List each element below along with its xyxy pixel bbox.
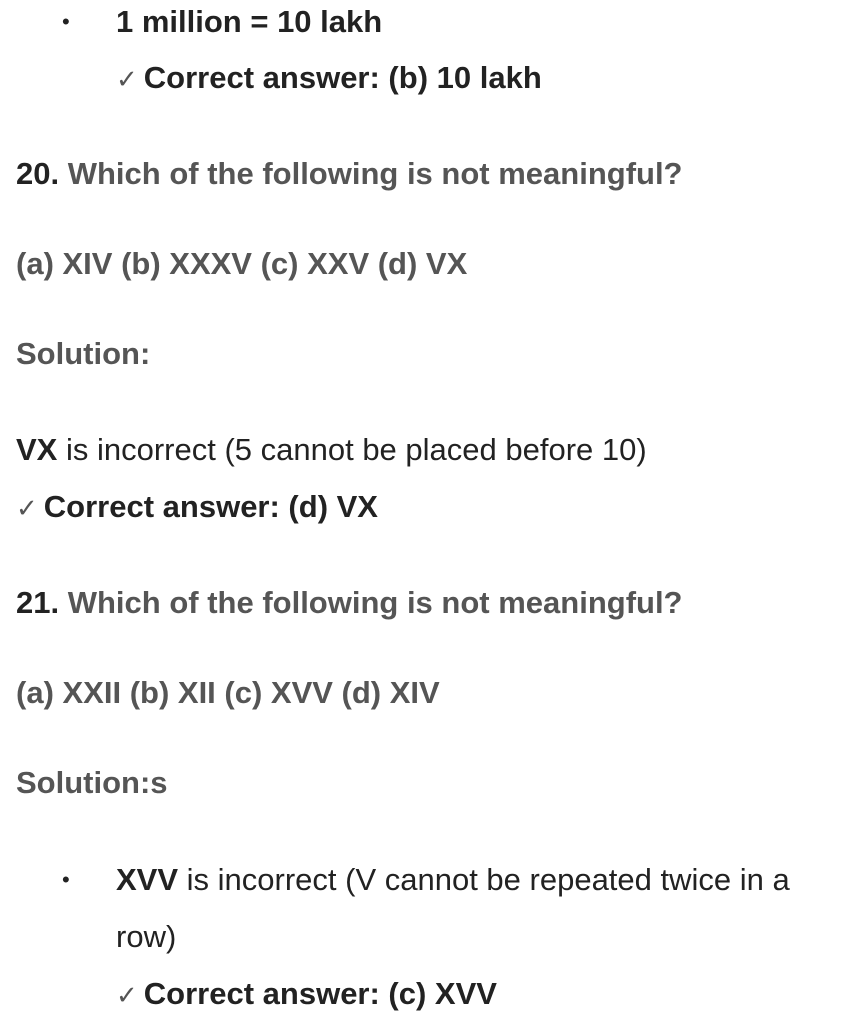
explanation-text: is incorrect (5 cannot be placed before 10) (57, 432, 647, 467)
answer-line-prev: ✓ Correct answer: (b) 10 lakh (116, 60, 542, 95)
solution-label-21: Solution:s (16, 765, 168, 800)
explanation-21 (116, 860, 790, 900)
explanation-text: is incorrect (V cannot be repeated twice in a (178, 862, 790, 897)
options-21: (a) XXII (b) XII (c) XVV (d) XIV (16, 675, 440, 710)
question-text: Which of the following is not meaningful? (67, 585, 683, 620)
question-number: 21. (16, 585, 60, 620)
question-text: Which of the following is not meaningful? (67, 156, 683, 191)
solution-label-20: Solution: (16, 336, 151, 371)
million-lakh-fact: 1 million = 10 lakh (116, 4, 383, 39)
options-20: (a) XIV (b) XXXV (c) XXV (d) VX (16, 246, 468, 281)
check-icon: ✓ (16, 493, 38, 523)
answer-20: ✓ Correct answer: (d) VX (16, 489, 378, 524)
bullet-dot: • (62, 9, 70, 34)
question-20 (16, 154, 683, 194)
explanation-bold: XVV (116, 862, 179, 897)
question-number: 20. (16, 156, 60, 191)
answer-21: ✓ Correct answer: (c) XVV (116, 976, 497, 1011)
check-icon: ✓ (116, 980, 138, 1010)
explanation-21-cont: row) (116, 919, 177, 954)
bullet-dot: • (62, 867, 70, 892)
explanation-bold: VX (16, 432, 58, 467)
question-21 (16, 583, 683, 623)
explanation-20 (16, 430, 647, 470)
check-icon: ✓ (116, 64, 138, 94)
